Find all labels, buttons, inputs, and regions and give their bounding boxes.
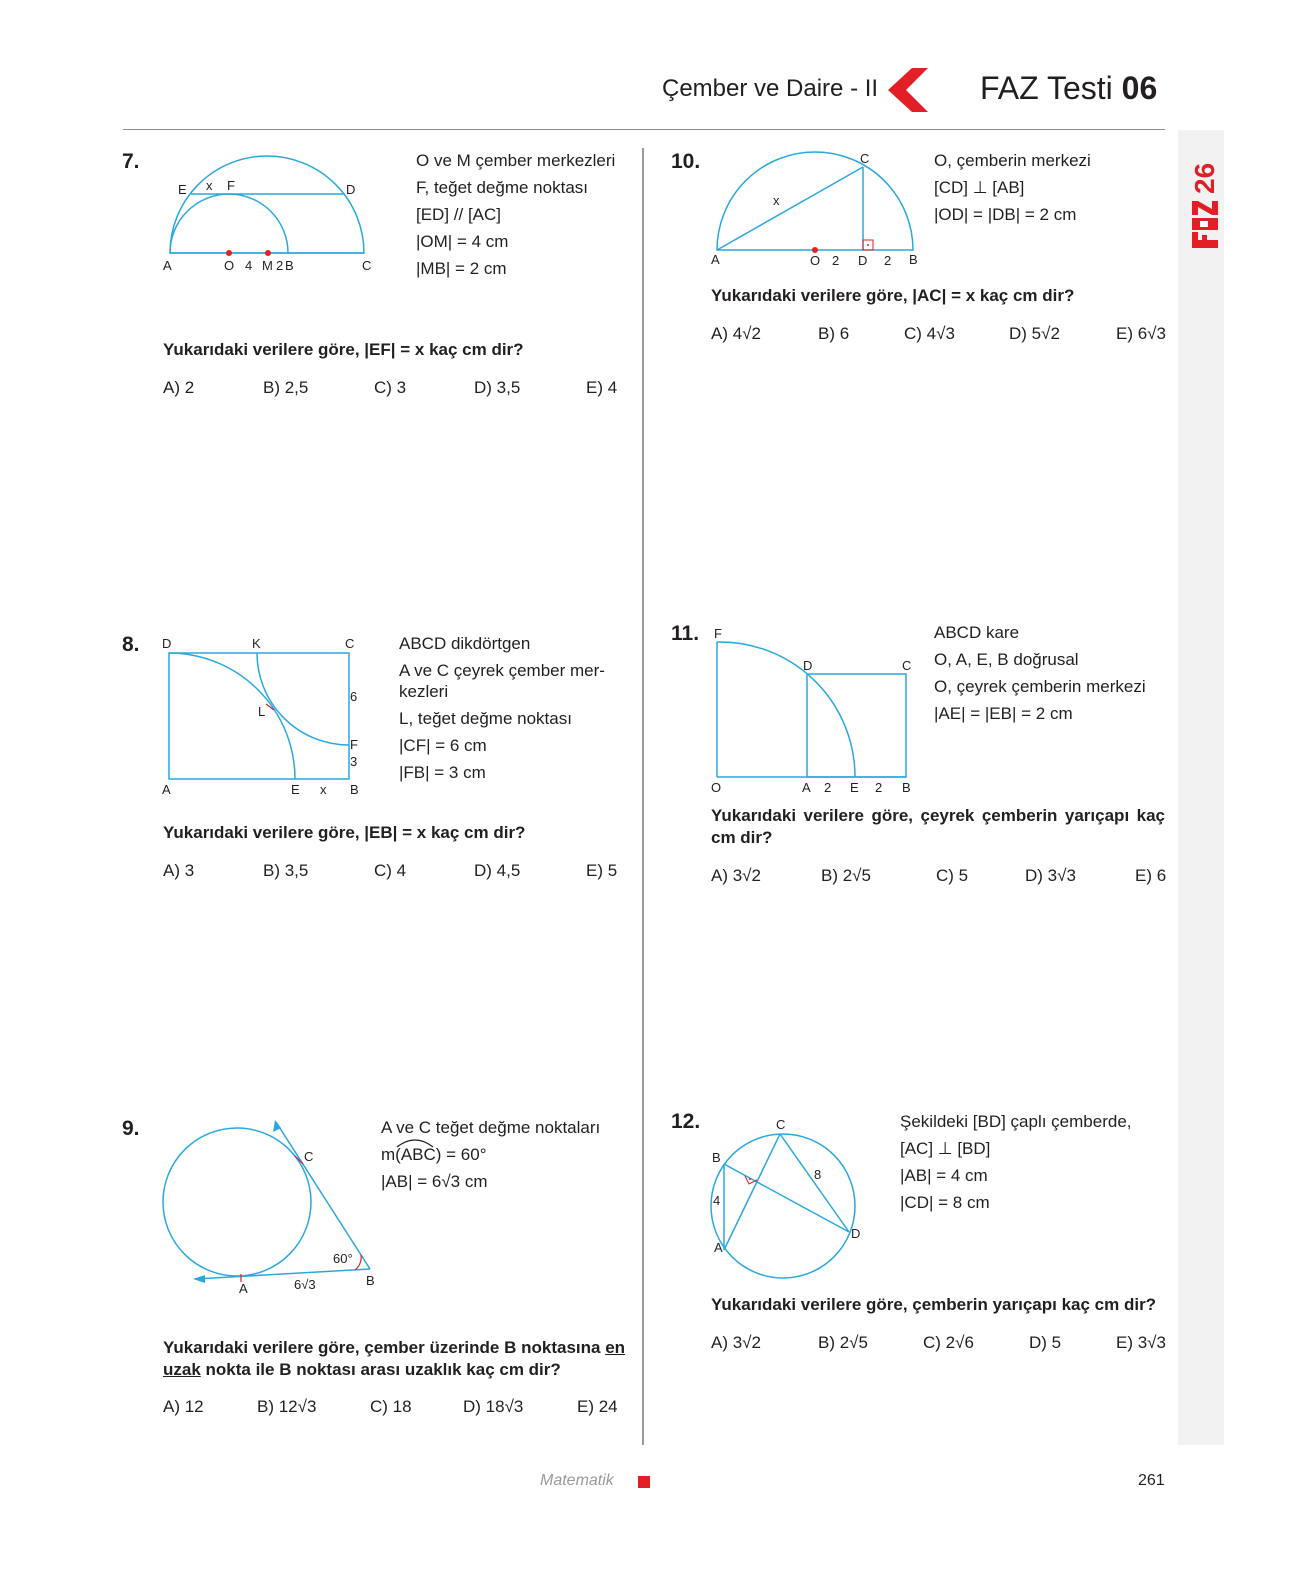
q11-choice-d[interactable]: D) 3√3 — [1025, 866, 1076, 885]
header-divider — [123, 129, 1165, 130]
question-7-figure — [160, 148, 390, 278]
label-D: D — [851, 1226, 861, 1241]
arc-icon — [395, 1137, 435, 1149]
page-number: 261 — [1138, 1472, 1165, 1489]
question-12-number: 12. — [671, 1110, 701, 1133]
label-B: B — [350, 782, 359, 797]
q7-choice-b[interactable]: B) 2,5 — [263, 378, 309, 397]
sidebar-strip — [1178, 130, 1224, 1445]
label-4: 4 — [245, 258, 253, 273]
label-AB: 6√3 — [294, 1277, 316, 1292]
label-A: A — [163, 258, 172, 273]
label-F: F — [227, 178, 235, 193]
label-F: F — [714, 626, 722, 641]
question-7-number: 7. — [122, 150, 140, 173]
label-A: A — [162, 782, 171, 797]
label-A: A — [239, 1281, 248, 1296]
footer-subject: Matematik — [540, 1472, 614, 1489]
given-line: [AC] ⊥ [BD] — [900, 1139, 991, 1158]
label-C: C — [776, 1117, 786, 1132]
q12-choice-b[interactable]: B) 2√5 — [818, 1333, 868, 1352]
question-11-number: 11. — [671, 622, 700, 645]
q10-choice-c[interactable]: C) 4√3 — [904, 324, 955, 343]
label-2: 2 — [276, 258, 284, 273]
q12-choice-d[interactable]: D) 5 — [1029, 1333, 1062, 1352]
q8-choice-c[interactable]: C) 4 — [374, 861, 407, 880]
label-O: O — [224, 258, 235, 273]
q9-choice-e[interactable]: E) 24 — [577, 1397, 618, 1416]
q8-choice-d[interactable]: D) 4,5 — [474, 861, 521, 880]
label-8: 8 — [814, 1167, 822, 1182]
prompt-text: nokta ile B noktası arası uzaklık kaç cm dir? — [200, 1360, 561, 1379]
q10-choice-a[interactable]: A) 4√2 — [711, 324, 761, 343]
faz-logo-icon — [1190, 200, 1220, 248]
label-A: A — [714, 1240, 723, 1255]
prompt-line: cm dir? — [711, 828, 773, 847]
given-line: [CD] ⊥ [AB] — [934, 178, 1025, 197]
q8-choice-a[interactable]: A) 3 — [163, 861, 195, 880]
given-line: |OM| = 4 cm — [416, 232, 509, 251]
label-A: A — [802, 780, 811, 795]
faz-number: 26 — [1189, 162, 1220, 194]
chevron-left-icon — [888, 68, 932, 112]
question-7-prompt: Yukarıdaki verilere göre, |EF| = x kaç cm dir? — [163, 340, 524, 359]
question-9-number: 9. — [122, 1117, 140, 1140]
given-line: O, çeyrek çemberin merkezi — [934, 677, 1146, 696]
question-7-given — [416, 147, 615, 282]
label-K: K — [252, 636, 261, 651]
label-C: C — [362, 258, 372, 273]
label-F: F — [350, 737, 358, 752]
label-6: 6 — [350, 689, 358, 704]
prompt-text: Yukarıdaki verilere göre, çember üzerinde B noktasına — [163, 1338, 606, 1357]
question-12-given — [900, 1108, 1132, 1216]
label-2: 2 — [832, 253, 840, 268]
given-line: |FB| = 3 cm — [399, 763, 486, 782]
q9-choice-c[interactable]: C) 18 — [370, 1397, 412, 1416]
given-line: m(ABC) = 60° — [381, 1145, 487, 1164]
given-line: A ve C teğet değme noktaları — [381, 1118, 601, 1137]
label-C: C — [902, 658, 912, 673]
label-O: O — [810, 253, 821, 268]
question-8-figure — [158, 632, 368, 802]
given-line: Şekildeki [BD] çaplı çemberde, — [900, 1112, 1132, 1131]
question-8-number: 8. — [122, 633, 140, 656]
label-2: 2 — [884, 253, 892, 268]
label-B: B — [285, 258, 294, 273]
q10-choice-d[interactable]: D) 5√2 — [1009, 324, 1060, 343]
test-name: FAZ Testi — [980, 70, 1113, 106]
q12-choice-c[interactable]: C) 2√6 — [923, 1333, 974, 1352]
given-line-angle — [381, 1141, 600, 1168]
label-D: D — [803, 658, 813, 673]
label-E: E — [291, 782, 300, 797]
question-10-figure — [705, 148, 930, 273]
given-line: |AB| = 6√3 cm — [381, 1172, 488, 1191]
question-10-number: 10. — [671, 150, 701, 173]
label-x: x — [206, 178, 213, 193]
topic-title: Çember ve Daire - II — [662, 75, 879, 102]
prompt-line: Yukarıdaki verilere göre, çeyrek çemberin yarıçapı kaç — [711, 806, 1165, 825]
label-C: C — [860, 151, 870, 166]
question-12-figure — [705, 1112, 875, 1282]
given-line: O, A, E, B doğrusal — [934, 650, 1079, 669]
q9-choice-b[interactable]: B) 12√3 — [257, 1397, 317, 1416]
column-divider — [642, 148, 644, 1445]
question-11-figure — [705, 622, 925, 802]
label-L: L — [258, 704, 266, 719]
label-E: E — [178, 182, 187, 197]
given-line: O, çemberin merkezi — [934, 151, 1091, 170]
question-8-prompt: Yukarıdaki verilere göre, |EB| = x kaç cm dir? — [163, 823, 526, 842]
given-line: |CF| = 6 cm — [399, 736, 487, 755]
label-M: M — [262, 258, 273, 273]
q7-choice-e[interactable]: E) 4 — [586, 378, 618, 397]
q8-choice-b[interactable]: B) 3,5 — [263, 861, 309, 880]
prompt-emphasis: uzak — [163, 1360, 201, 1379]
label-2: 2 — [824, 780, 832, 795]
q7-choice-c[interactable]: C) 3 — [374, 378, 407, 397]
label-O: O — [711, 780, 722, 795]
label-C: C — [304, 1149, 314, 1164]
question-9-prompt — [163, 1337, 626, 1381]
label-2: 2 — [875, 780, 883, 795]
q8-choice-e[interactable]: E) 5 — [586, 861, 618, 880]
label-B: B — [909, 252, 918, 267]
q10-choice-b[interactable]: B) 6 — [818, 324, 850, 343]
q12-choice-e[interactable]: E) 3√3 — [1116, 1333, 1166, 1352]
question-12-prompt: Yukarıdaki verilere göre, çemberin yarıçapı kaç cm dir? — [711, 1295, 1157, 1314]
given-line: F, teğet değme noktası — [416, 178, 588, 197]
sidebar-badge — [1185, 148, 1225, 258]
label-x: x — [773, 193, 780, 208]
q7-choice-a[interactable]: A) 2 — [163, 378, 195, 397]
given-line: O ve M çember merkezleri — [416, 151, 616, 170]
question-9-given — [381, 1114, 600, 1195]
question-9-figure — [155, 1112, 385, 1302]
label-C: C — [345, 636, 355, 651]
given-line: |CD| = 8 cm — [900, 1193, 990, 1212]
q11-choice-a[interactable]: A) 3√2 — [711, 866, 761, 885]
q9-choice-d[interactable]: D) 18√3 — [463, 1397, 524, 1416]
q11-choice-b[interactable]: B) 2√5 — [821, 866, 871, 885]
q11-choice-e[interactable]: E) 6 — [1135, 866, 1167, 885]
label-D: D — [346, 182, 356, 197]
q9-choice-a[interactable]: A) 12 — [163, 1397, 204, 1416]
label-D: D — [858, 253, 868, 268]
given-line: |AE| = |EB| = 2 cm — [934, 704, 1073, 723]
given-line: L, teğet değme noktası — [399, 709, 572, 728]
given-line: |OD| = |DB| = 2 cm — [934, 205, 1077, 224]
given-line: A ve C çeyrek çember mer- — [399, 661, 605, 680]
label-angle: 60° — [333, 1251, 353, 1266]
q7-choice-d[interactable]: D) 3,5 — [474, 378, 521, 397]
question-11-given — [934, 619, 1146, 727]
label-x: x — [320, 782, 327, 797]
label-E: E — [850, 780, 859, 795]
q10-choice-e[interactable]: E) 6√3 — [1116, 324, 1166, 343]
label-B: B — [902, 780, 911, 795]
label-A: A — [711, 252, 720, 267]
prompt-emphasis: en — [605, 1338, 626, 1357]
given-line: |MB| = 2 cm — [416, 259, 507, 278]
question-10-prompt: Yukarıdaki verilere göre, |AC| = x kaç cm dir? — [711, 286, 1075, 305]
given-line: |AB| = 4 cm — [900, 1166, 988, 1185]
given-line: ABCD kare — [934, 623, 1020, 642]
q12-choice-a[interactable]: A) 3√2 — [711, 1333, 761, 1352]
label-4: 4 — [713, 1193, 721, 1208]
footer-square-icon — [638, 1476, 650, 1488]
given-line: [ED] // [AC] — [416, 205, 502, 224]
label-B: B — [366, 1273, 375, 1288]
label-B: B — [712, 1150, 721, 1165]
q11-choice-c[interactable]: C) 5 — [936, 866, 969, 885]
given-line: kezleri — [399, 682, 449, 701]
question-8-given — [399, 630, 605, 786]
question-11-prompt — [711, 805, 1165, 849]
question-10-given — [934, 147, 1091, 228]
label-D: D — [162, 636, 172, 651]
test-title — [980, 70, 1157, 107]
given-line: ABCD dikdörtgen — [399, 634, 531, 653]
label-3: 3 — [350, 754, 358, 769]
test-number: 06 — [1121, 70, 1158, 106]
